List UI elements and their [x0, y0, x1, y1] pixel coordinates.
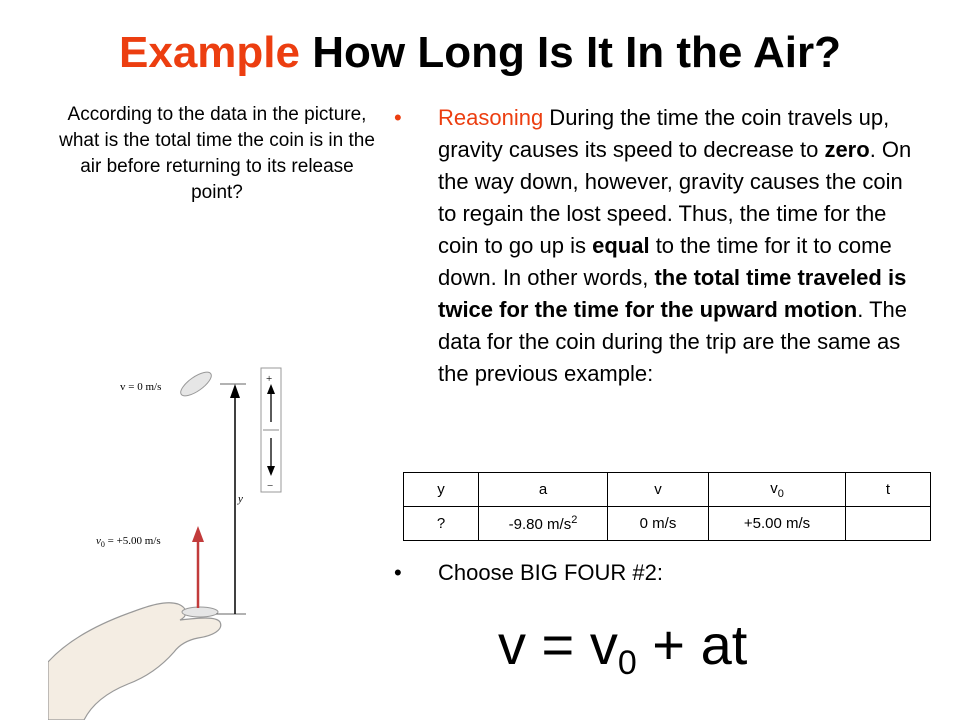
- header-y: y: [404, 473, 479, 507]
- table-header-row: [404, 473, 931, 507]
- question-text: According to the data in the picture, what is the total time the coin is in the air before returning to its release point?: [59, 104, 375, 203]
- v-top-label: v = 0 m/s: [120, 381, 162, 393]
- reasoning-paragraph: [438, 102, 920, 390]
- reasoning-bold-1: zero: [824, 137, 870, 162]
- cell-a: [479, 507, 608, 541]
- reasoning-lead: Reasoning: [438, 105, 544, 130]
- equation-rhs: + at: [636, 613, 748, 676]
- coin-bottom-icon: [182, 607, 218, 617]
- v0-sub: 0: [777, 487, 784, 500]
- cell-v: 0 m/s: [608, 507, 709, 541]
- bullet-dot: •: [394, 105, 402, 130]
- cell-a-exponent: 2: [571, 514, 578, 526]
- header-v: v: [608, 473, 709, 507]
- reasoning-bold-2: equal: [592, 233, 650, 258]
- header-v0: [709, 473, 846, 507]
- v0-base: v: [770, 479, 778, 497]
- reasoning-bold-3: the total time traveled is twice for the time for the upward motion: [438, 265, 907, 322]
- reasoning-text-4: . The data for the coin during the trip are the same as the previous example:: [438, 297, 907, 386]
- reasoning-text-2: . On the way down, however, gravity causes the coin to regain the lost speed. Thus, the time for the coin to go up is: [438, 137, 912, 258]
- cell-v0: +5.00 m/s: [709, 507, 846, 541]
- coin-toss-figure: [48, 362, 308, 720]
- equation-lhs: v = v: [498, 613, 618, 676]
- header-t: t: [846, 473, 931, 507]
- header-a: a: [479, 473, 608, 507]
- cell-a-value: -9.80 m/s: [508, 516, 572, 533]
- cell-t: [846, 507, 931, 541]
- title-text: How Long Is It In the Air?: [312, 28, 841, 77]
- minus-sign: −: [267, 480, 274, 492]
- v0-label: $v_0 = +5.00$ m/s: [96, 535, 161, 549]
- reasoning-block: [394, 102, 920, 390]
- equation-sub: 0: [617, 644, 637, 682]
- equation: [498, 612, 747, 683]
- title-accent: Example: [119, 28, 300, 77]
- table-row: [404, 507, 931, 541]
- reasoning-text-1: During the time the coin travels up, gravity causes its speed to decrease to: [438, 105, 890, 162]
- data-table: [403, 472, 931, 541]
- cell-y: ?: [404, 507, 479, 541]
- hand-icon: [48, 603, 221, 720]
- choose-text: Choose BIG FOUR #2:: [438, 560, 663, 585]
- y-label: y: [238, 493, 243, 505]
- coin-top-icon: [177, 368, 215, 400]
- plus-sign: +: [266, 373, 273, 385]
- bullet-dot: •: [394, 560, 402, 585]
- slide-title: [0, 28, 960, 78]
- reasoning-text-3: to the time for it to come down. In other words,: [438, 233, 892, 290]
